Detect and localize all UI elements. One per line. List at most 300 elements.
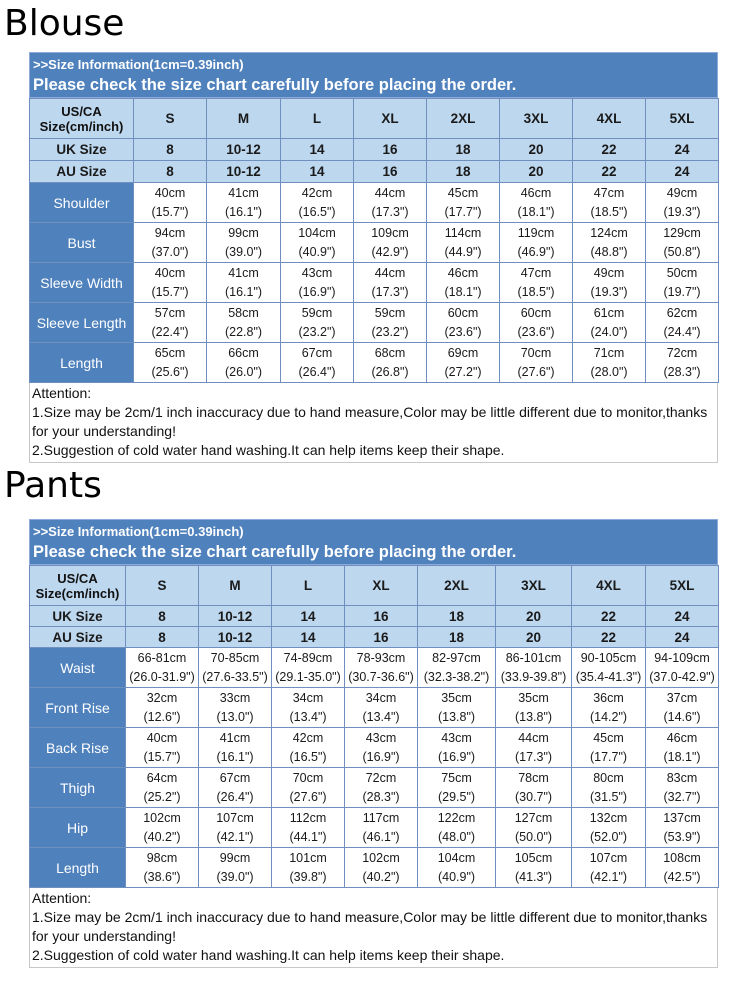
measurement-cell [496, 808, 572, 848]
size-header-cell: L [281, 99, 354, 139]
measurement-cell [272, 688, 345, 728]
cm-value: 71cm [593, 345, 625, 360]
uk-size-cell: 22 [572, 606, 646, 627]
uk-size-cell: 16 [354, 139, 427, 161]
cm-value: 70-85cm [210, 650, 260, 665]
measurement-cell [207, 343, 281, 383]
inch-value: (40.2") [143, 829, 181, 844]
inch-value: (27.2") [444, 364, 482, 379]
cm-value: 70cm [520, 345, 552, 360]
cm-value: 83cm [666, 770, 698, 785]
measurement-cell [134, 223, 207, 263]
size-header-cell: 5XL [646, 566, 719, 606]
measurement-label: Bust [30, 223, 134, 263]
size-header-cell: L [272, 566, 345, 606]
inch-value: (18.1") [517, 204, 555, 219]
inch-value: (38.6") [143, 869, 181, 884]
inch-value: (23.6") [444, 324, 482, 339]
inch-value: (26.0") [224, 364, 263, 379]
attention-heading: Attention: [32, 890, 92, 906]
blouse-attention [29, 383, 718, 463]
au-size-label: AU Size [30, 627, 126, 648]
table-row [30, 768, 719, 808]
cm-value: 43cm [301, 265, 333, 280]
au-size-row [30, 627, 719, 648]
measurement-cell [496, 848, 572, 888]
measurement-cell [572, 808, 646, 848]
inch-value: (17.3") [371, 284, 409, 299]
cm-value: 32cm [146, 690, 178, 705]
pants-size-info: >>Size Information(1cm=0.39inch) [33, 524, 244, 539]
uk-size-cell: 16 [345, 606, 418, 627]
measurement-cell [345, 768, 418, 808]
cm-value: 46cm [520, 185, 552, 200]
pants-table [29, 565, 719, 888]
cm-value: 43cm [441, 730, 472, 745]
cm-value: 78cm [518, 770, 549, 785]
cm-value: 45cm [593, 730, 624, 745]
inch-value: (16.1") [224, 204, 263, 219]
cm-value: 109cm [371, 225, 409, 240]
measurement-cell [496, 648, 572, 688]
cm-value: 127cm [514, 810, 553, 825]
inch-value: (13.4") [362, 709, 400, 724]
measurement-cell [573, 263, 646, 303]
au-size-cell: 18 [427, 161, 500, 183]
inch-value: (26.4") [298, 364, 336, 379]
inch-value: (30.7") [514, 789, 553, 804]
measurement-cell [199, 848, 272, 888]
cm-value: 114cm [444, 225, 482, 240]
table-row [30, 728, 719, 768]
inch-value: (44.1") [289, 829, 327, 844]
au-size-cell: 16 [345, 627, 418, 648]
measurement-cell [646, 183, 719, 223]
measurement-cell [354, 263, 427, 303]
cm-value: 42cm [292, 730, 324, 745]
inch-value: (18.1") [444, 284, 482, 299]
inch-value: (48.8") [590, 244, 628, 259]
pants-header [29, 519, 718, 565]
size-header-row [30, 99, 719, 139]
uk-size-label: UK Size [30, 139, 134, 161]
size-corner-label: US/CA Size(cm/inch) [30, 566, 126, 606]
cm-value: 64cm [146, 770, 178, 785]
size-header-cell: M [207, 99, 281, 139]
inch-value: (50.0") [514, 829, 553, 844]
inch-value: (16.9") [362, 749, 400, 764]
cm-value: 49cm [666, 185, 698, 200]
blouse-header [29, 52, 718, 98]
uk-size-cell: 24 [646, 139, 719, 161]
cm-value: 80cm [593, 770, 624, 785]
cm-value: 61cm [593, 305, 625, 320]
cm-value: 65cm [154, 345, 186, 360]
measurement-cell [418, 808, 496, 848]
size-header-cell: XL [345, 566, 418, 606]
inch-value: (26.8") [371, 364, 409, 379]
measurement-cell [572, 728, 646, 768]
inch-value: (23.6") [517, 324, 555, 339]
measurement-cell [207, 183, 281, 223]
pants-size-chart [29, 519, 718, 968]
table-row [30, 303, 719, 343]
au-size-cell: 16 [354, 161, 427, 183]
measurement-label: Front Rise [30, 688, 126, 728]
measurement-cell [126, 848, 199, 888]
measurement-cell [573, 183, 646, 223]
measurement-label: Thigh [30, 768, 126, 808]
cm-value: 59cm [374, 305, 406, 320]
inch-value: (41.3") [514, 869, 553, 884]
inch-value: (48.0") [437, 829, 476, 844]
inch-value: (18.1") [663, 749, 701, 764]
cm-value: 34cm [292, 690, 324, 705]
cm-value: 119cm [517, 225, 555, 240]
measurement-cell [134, 183, 207, 223]
inch-value: (52.0") [589, 829, 628, 844]
au-size-cell: 8 [134, 161, 207, 183]
cm-value: 44cm [518, 730, 549, 745]
pants-attention [29, 888, 718, 968]
cm-value: 41cm [219, 730, 251, 745]
inch-value: (39.8") [289, 869, 327, 884]
inch-value: (16.9") [298, 284, 336, 299]
measurement-cell [646, 263, 719, 303]
au-size-cell: 18 [418, 627, 496, 648]
measurement-cell [345, 808, 418, 848]
measurement-cell [272, 768, 345, 808]
measurement-cell [134, 303, 207, 343]
size-header-cell: 3XL [500, 99, 573, 139]
measurement-cell [199, 768, 272, 808]
inch-value: (28.3") [663, 364, 701, 379]
size-header-cell: 2XL [418, 566, 496, 606]
measurement-cell [418, 728, 496, 768]
cm-value: 57cm [154, 305, 186, 320]
measurement-label: Waist [30, 648, 126, 688]
cm-value: 68cm [374, 345, 406, 360]
measurement-cell [354, 183, 427, 223]
table-row [30, 183, 719, 223]
cm-value: 67cm [301, 345, 333, 360]
size-header-row [30, 566, 719, 606]
inch-value: (22.4") [151, 324, 189, 339]
measurement-cell [500, 303, 573, 343]
measurement-cell [418, 848, 496, 888]
cm-value: 40cm [154, 265, 186, 280]
size-header-cell: 3XL [496, 566, 572, 606]
cm-value: 132cm [589, 810, 628, 825]
measurement-cell [646, 303, 719, 343]
inch-value: (25.2") [143, 789, 181, 804]
measurement-cell [646, 648, 719, 688]
cm-value: 78-93cm [356, 650, 406, 665]
cm-value: 122cm [437, 810, 476, 825]
measurement-cell [272, 848, 345, 888]
inch-value: (16.1") [216, 749, 254, 764]
size-header-cell: S [126, 566, 199, 606]
inch-value: (35.4-41.3") [575, 669, 642, 684]
inch-value: (13.0") [216, 709, 254, 724]
au-size-cell: 24 [646, 627, 719, 648]
cm-value: 60cm [520, 305, 552, 320]
cm-value: 46cm [447, 265, 479, 280]
size-header-cell: 5XL [646, 99, 719, 139]
cm-value: 44cm [374, 185, 406, 200]
uk-size-cell: 8 [134, 139, 207, 161]
inch-value: (12.6") [143, 709, 181, 724]
measurement-label: Length [30, 343, 134, 383]
inch-value: (26.0-31.9") [129, 669, 195, 684]
uk-size-label: UK Size [30, 606, 126, 627]
table-row [30, 648, 719, 688]
cm-value: 108cm [663, 850, 701, 865]
cm-value: 37cm [666, 690, 698, 705]
cm-value: 112cm [289, 810, 327, 825]
measurement-cell [354, 343, 427, 383]
blouse-notice: Please check the size chart carefully before placing the order. [33, 76, 517, 94]
measurement-label: Length [30, 848, 126, 888]
cm-value: 101cm [289, 850, 327, 865]
au-size-cell: 10-12 [207, 161, 281, 183]
au-size-cell: 20 [500, 161, 573, 183]
cm-value: 75cm [441, 770, 472, 785]
measurement-cell [646, 768, 719, 808]
blouse-size-info: >>Size Information(1cm=0.39inch) [33, 57, 244, 72]
inch-value: (33.9-39.8") [500, 669, 567, 684]
inch-value: (24.4") [663, 324, 701, 339]
au-size-row [30, 161, 719, 183]
measurement-cell [573, 223, 646, 263]
inch-value: (23.2") [371, 324, 409, 339]
cm-value: 42cm [301, 185, 333, 200]
blouse-table [29, 98, 719, 383]
inch-value: (39.0") [224, 244, 263, 259]
measurement-cell [573, 303, 646, 343]
cm-value: 99cm [228, 225, 259, 240]
attention-note: 2.Suggestion of cold water hand washing.It can help items keep their shape. [32, 442, 505, 458]
measurement-label: Shoulder [30, 183, 134, 223]
uk-size-cell: 20 [500, 139, 573, 161]
inch-value: (42.1") [589, 869, 628, 884]
inch-value: (16.9") [437, 749, 476, 764]
inch-value: (15.7") [151, 284, 189, 299]
measurement-cell [418, 648, 496, 688]
cm-value: 102cm [362, 850, 400, 865]
table-row [30, 688, 719, 728]
pants-notice: Please check the size chart carefully before placing the order. [33, 543, 517, 561]
inch-value: (29.1-35.0") [275, 669, 341, 684]
inch-value: (13.8") [437, 709, 476, 724]
cm-value: 98cm [146, 850, 178, 865]
inch-value: (15.7") [151, 204, 189, 219]
measurement-cell [134, 343, 207, 383]
size-header-cell: M [199, 566, 272, 606]
measurement-cell [354, 303, 427, 343]
cm-value: 82-97cm [432, 650, 481, 665]
measurement-cell [418, 688, 496, 728]
cm-value: 99cm [219, 850, 251, 865]
uk-size-cell: 22 [573, 139, 646, 161]
measurement-cell [199, 728, 272, 768]
table-row [30, 343, 719, 383]
cm-value: 137cm [663, 810, 701, 825]
measurement-cell [281, 263, 354, 303]
cm-value: 46cm [666, 730, 698, 745]
measurement-cell [126, 808, 199, 848]
inch-value: (19.3") [590, 284, 628, 299]
cm-value: 129cm [663, 225, 701, 240]
table-row [30, 848, 719, 888]
pants-title: Pants [4, 465, 102, 506]
cm-value: 107cm [589, 850, 628, 865]
inch-value: (27.6") [289, 789, 327, 804]
measurement-cell [281, 343, 354, 383]
table-row [30, 263, 719, 303]
uk-size-cell: 14 [281, 139, 354, 161]
au-size-cell: 22 [573, 161, 646, 183]
measurement-cell [345, 688, 418, 728]
inch-value: (30.7-36.6") [348, 669, 414, 684]
inch-value: (16.1") [224, 284, 263, 299]
measurement-cell [572, 648, 646, 688]
inch-value: (15.7") [143, 749, 181, 764]
inch-value: (42.1") [216, 829, 254, 844]
cm-value: 44cm [374, 265, 406, 280]
au-size-cell: 14 [272, 627, 345, 648]
measurement-cell [646, 848, 719, 888]
uk-size-cell: 10-12 [199, 606, 272, 627]
cm-value: 117cm [362, 810, 400, 825]
measurement-cell [572, 768, 646, 808]
inch-value: (40.2") [362, 869, 400, 884]
cm-value: 59cm [301, 305, 333, 320]
measurement-cell [272, 728, 345, 768]
inch-value: (17.7") [589, 749, 628, 764]
au-size-cell: 20 [496, 627, 572, 648]
inch-value: (32.7") [663, 789, 701, 804]
cm-value: 35cm [518, 690, 549, 705]
cm-value: 60cm [447, 305, 479, 320]
measurement-cell [427, 263, 500, 303]
measurement-cell [646, 808, 719, 848]
measurement-cell [345, 848, 418, 888]
cm-value: 41cm [228, 185, 259, 200]
size-corner-label: US/CA Size(cm/inch) [30, 99, 134, 139]
measurement-cell [496, 728, 572, 768]
cm-value: 49cm [593, 265, 625, 280]
measurement-cell [500, 183, 573, 223]
inch-value: (18.5") [517, 284, 555, 299]
uk-size-cell: 14 [272, 606, 345, 627]
inch-value: (39.0") [216, 869, 254, 884]
measurement-cell [646, 688, 719, 728]
measurement-cell [207, 223, 281, 263]
cm-value: 69cm [447, 345, 479, 360]
cm-value: 90-105cm [580, 650, 637, 665]
cm-value: 43cm [365, 730, 397, 745]
inch-value: (50.8") [663, 244, 701, 259]
measurement-cell [496, 688, 572, 728]
inch-value: (26.4") [216, 789, 254, 804]
au-size-cell: 8 [126, 627, 199, 648]
size-header-cell: 4XL [572, 566, 646, 606]
cm-value: 45cm [447, 185, 479, 200]
measurement-cell [646, 728, 719, 768]
inch-value: (16.5") [289, 749, 327, 764]
inch-value: (32.3-38.2") [423, 669, 490, 684]
measurement-cell [500, 343, 573, 383]
measurement-cell [646, 223, 719, 263]
measurement-cell [573, 343, 646, 383]
cm-value: 34cm [365, 690, 397, 705]
blouse-title: Blouse [4, 3, 125, 44]
cm-value: 50cm [666, 265, 698, 280]
measurement-cell [126, 768, 199, 808]
inch-value: (53.9") [663, 829, 701, 844]
measurement-label: Back Rise [30, 728, 126, 768]
inch-value: (28.3") [362, 789, 400, 804]
au-size-cell: 22 [572, 627, 646, 648]
au-size-label: AU Size [30, 161, 134, 183]
table-row [30, 223, 719, 263]
cm-value: 72cm [365, 770, 397, 785]
inch-value: (28.0") [590, 364, 628, 379]
measurement-cell [281, 303, 354, 343]
attention-heading: Attention: [32, 385, 92, 401]
inch-value: (14.6") [663, 709, 701, 724]
cm-value: 41cm [228, 265, 259, 280]
cm-value: 40cm [146, 730, 178, 745]
measurement-cell [199, 648, 272, 688]
cm-value: 104cm [298, 225, 336, 240]
size-header-cell: 4XL [573, 99, 646, 139]
cm-value: 70cm [292, 770, 324, 785]
inch-value: (23.2") [298, 324, 336, 339]
measurement-cell [345, 728, 418, 768]
inch-value: (31.5") [589, 789, 628, 804]
uk-size-cell: 24 [646, 606, 719, 627]
inch-value: (42.9") [371, 244, 409, 259]
cm-value: 36cm [593, 690, 624, 705]
measurement-cell [272, 808, 345, 848]
inch-value: (16.5") [298, 204, 336, 219]
blouse-size-chart [29, 52, 718, 463]
size-header-cell: XL [354, 99, 427, 139]
cm-value: 102cm [143, 810, 181, 825]
uk-size-cell: 8 [126, 606, 199, 627]
inch-value: (46.9") [517, 244, 555, 259]
inch-value: (37.0-42.9") [649, 669, 715, 684]
au-size-cell: 24 [646, 161, 719, 183]
measurement-cell [427, 343, 500, 383]
cm-value: 74-89cm [283, 650, 333, 665]
inch-value: (13.4") [289, 709, 327, 724]
measurement-cell [207, 303, 281, 343]
cm-value: 72cm [666, 345, 698, 360]
inch-value: (44.9") [444, 244, 482, 259]
cm-value: 94cm [154, 225, 186, 240]
inch-value: (17.3") [514, 749, 553, 764]
inch-value: (17.7") [444, 204, 482, 219]
uk-size-row [30, 606, 719, 627]
au-size-cell: 14 [281, 161, 354, 183]
measurement-cell [496, 768, 572, 808]
cm-value: 47cm [593, 185, 625, 200]
cm-value: 124cm [590, 225, 628, 240]
inch-value: (27.6-33.5") [202, 669, 268, 684]
